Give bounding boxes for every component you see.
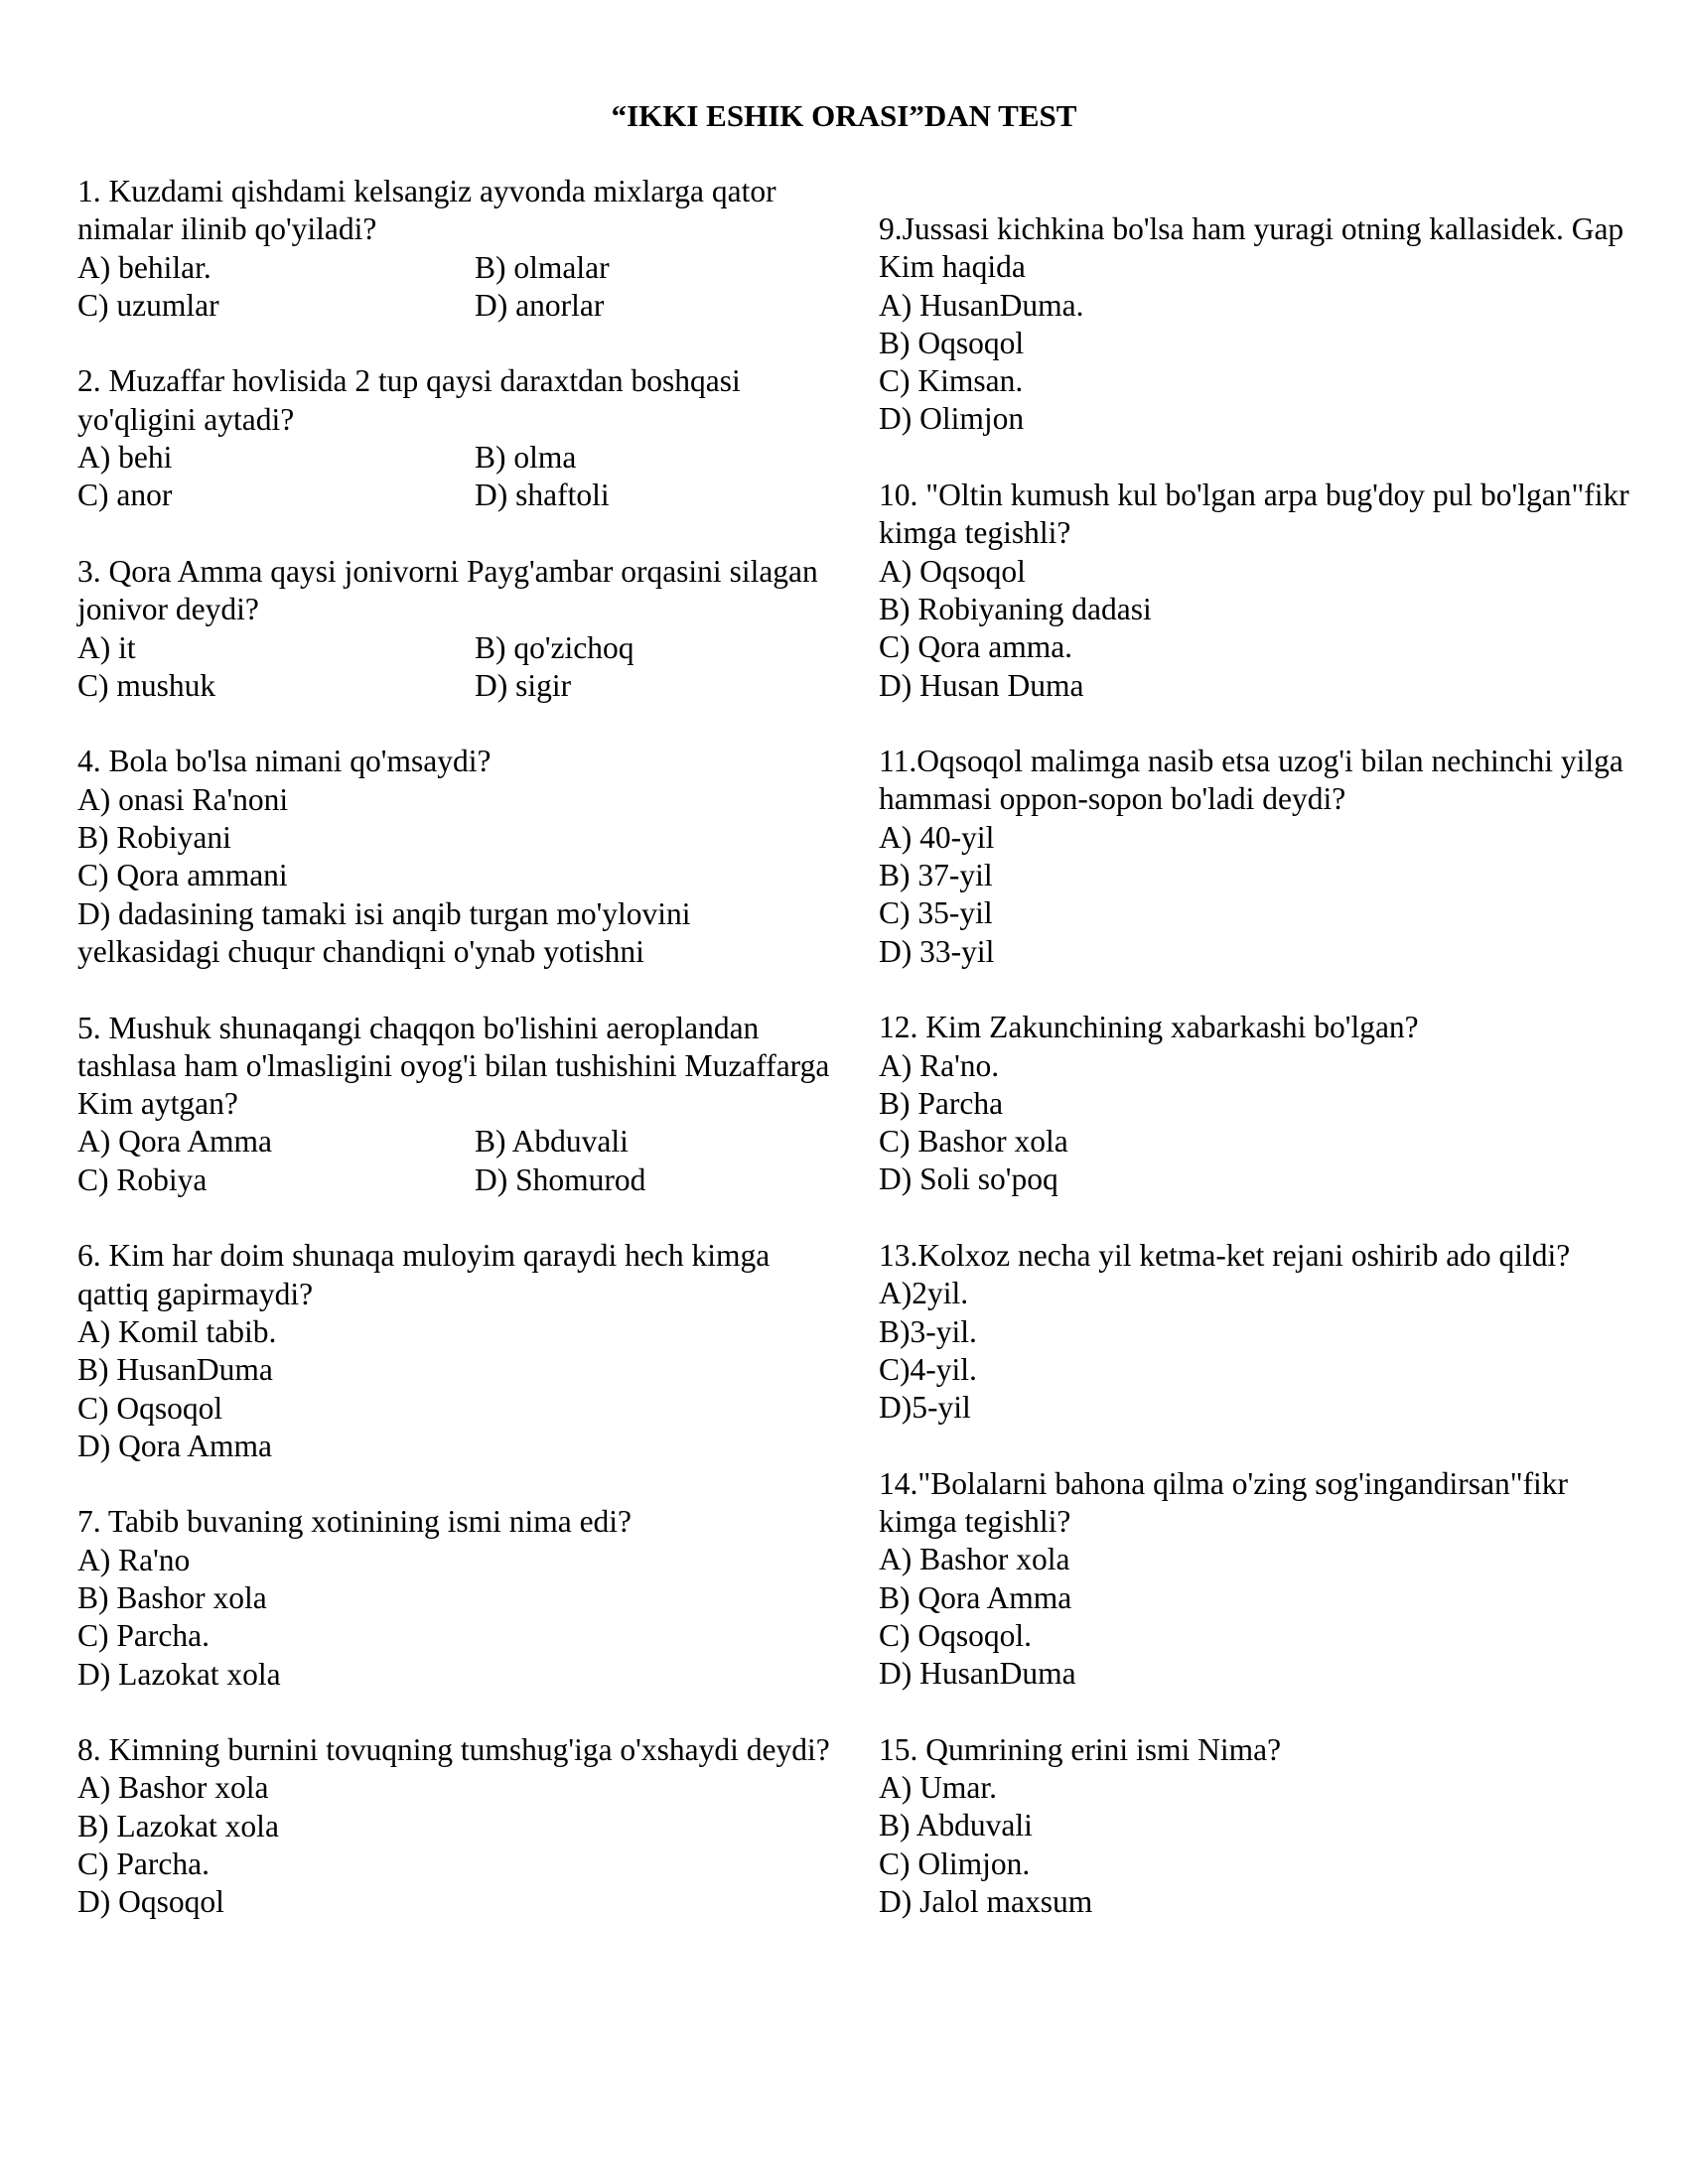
question-text: 7. Tabib buvaning xotinining ismi nima edi? xyxy=(77,1504,633,1540)
question-text: 3. Qora Amma qaysi jonivorni Payg'ambar orqasini silagan jonivor deydi? xyxy=(77,553,818,627)
answer-option: B) Abduvali xyxy=(475,1124,629,1160)
answer-option: B) 37-yil xyxy=(879,858,993,893)
question-text: 10. "Oltin kumush kul bo'lgan arpa bug'doy pul bo'lgan"fikr kimga tegishli? xyxy=(879,478,1629,551)
answer-option: C) Parcha. xyxy=(77,1846,210,1882)
question-block xyxy=(879,1465,1633,1694)
question-block xyxy=(77,1237,832,1465)
question-block xyxy=(77,1731,832,1921)
question-text: 13.Kolxoz necha yil ketma-ket rejani oshirib ado qildi? xyxy=(879,1238,1571,1274)
answer-option: D) Lazokat xola xyxy=(77,1656,281,1692)
answer-option: C) Robiya xyxy=(77,1161,208,1197)
answer-option: A) behilar. xyxy=(77,249,211,285)
question-block xyxy=(77,743,832,971)
question-block xyxy=(879,1237,1633,1427)
answer-option: D) dadasining tamaki isi anqib turgan mo'ylovini yelkasidagi chuqur chandiqni o'ynab yotishni xyxy=(77,895,691,969)
question-text: 12. Kim Zakunchining xabarkashi bo'lgan? xyxy=(879,1010,1419,1045)
answer-option: D) sigir xyxy=(475,667,572,703)
answer-option: D) HusanDuma xyxy=(879,1656,1076,1692)
answer-option: D) Olimjon xyxy=(879,401,1025,437)
answer-option: C) Qora amma. xyxy=(879,629,1073,665)
answer-option: B) Lazokat xola xyxy=(77,1808,279,1843)
answer-option: A) onasi Ra'noni xyxy=(77,781,289,817)
answer-option: A) Ra'no xyxy=(77,1542,191,1577)
right-column xyxy=(879,173,1633,1960)
answer-option: A) Ra'no. xyxy=(879,1047,1000,1083)
question-text: 9.Jussasi kichkina bo'lsa ham yuragi otning kallasidek. Gap Kim haqida xyxy=(879,211,1624,285)
answer-option: A) behi xyxy=(77,440,173,476)
answer-options xyxy=(77,1769,832,1921)
answer-option: B) Parcha xyxy=(879,1085,1004,1121)
question-block xyxy=(77,553,832,705)
answer-options xyxy=(77,781,832,971)
answer-option: A) 40-yil xyxy=(879,819,995,855)
answer-option: A) Bashor xola xyxy=(77,1770,269,1806)
question-block xyxy=(879,1009,1633,1198)
question-text: 5. Mushuk shunaqangi chaqqon bo'lishini aeroplandan tashlasa ham o'lmasligini oyog'i bilan tushishini Muzaffarga Kim aytgan? xyxy=(77,1010,830,1122)
question-text: 14."Bolalarni bahona qilma o'zing sog'ingandirsan"fikr kimga tegishli? xyxy=(879,1465,1569,1540)
question-block xyxy=(77,362,832,514)
answer-option: A) Umar. xyxy=(879,1770,997,1806)
answer-option: C) Oqsoqol. xyxy=(879,1617,1033,1653)
answer-options xyxy=(879,287,1633,439)
answer-options xyxy=(77,439,832,515)
answer-option: A) HusanDuma. xyxy=(879,287,1084,323)
question-text: 4. Bola bo'lsa nimani qo'msaydi? xyxy=(77,744,492,779)
question-block xyxy=(77,173,832,325)
answer-option: D) 33-yil xyxy=(879,933,995,969)
answer-options xyxy=(879,1541,1633,1693)
answer-options xyxy=(879,553,1633,705)
answer-options xyxy=(879,1047,1633,1199)
answer-option: D) Shomurod xyxy=(475,1161,646,1197)
question-block xyxy=(879,210,1633,439)
answer-option: B) Qora Amma xyxy=(879,1579,1072,1615)
answer-option: D) Oqsoqol xyxy=(77,1884,224,1920)
answer-option: B) Robiyaning dadasi xyxy=(879,591,1152,626)
answer-options xyxy=(77,1542,832,1694)
answer-option: A) Bashor xola xyxy=(879,1542,1070,1577)
question-text: 1. Kuzdami qishdami kelsangiz ayvonda mixlarga qator nimalar ilinib qo'yiladi? xyxy=(77,174,776,247)
answer-options xyxy=(77,1313,832,1465)
question-text: 15. Qumrining erini ismi Nima? xyxy=(879,1731,1282,1767)
answer-option: D) Husan Duma xyxy=(879,667,1084,703)
answer-option: C) Parcha. xyxy=(77,1618,210,1654)
answer-options xyxy=(879,1275,1633,1427)
question-block xyxy=(879,743,1633,971)
answer-options xyxy=(879,819,1633,971)
answer-option: C) Olimjon. xyxy=(879,1845,1031,1881)
answer-option: C) Qora ammani xyxy=(77,858,288,893)
answer-option: B) Bashor xola xyxy=(77,1579,267,1615)
answer-option: D) Qora Amma xyxy=(77,1428,272,1463)
answer-option: A)2yil. xyxy=(879,1276,969,1311)
answer-option: C) mushuk xyxy=(77,667,216,703)
answer-option: B) olmalar xyxy=(475,249,610,285)
answer-option: B) Robiyani xyxy=(77,820,231,856)
question-block xyxy=(77,1503,832,1693)
answer-option: C) uzumlar xyxy=(77,287,219,323)
question-text: 11.Oqsoqol malimga nasib etsa uzog'i bilan nechinchi yilga hammasi oppon-sopon bo'ladi deydi? xyxy=(879,744,1623,817)
answer-option: B)3-yil. xyxy=(879,1313,977,1349)
answer-option: C) Bashor xola xyxy=(879,1124,1068,1160)
answer-option: D) Jalol maxsum xyxy=(879,1884,1093,1920)
answer-option: D)5-yil xyxy=(879,1390,971,1426)
answer-options xyxy=(879,1769,1633,1921)
question-text: 8. Kimning burnini tovuqning tumshug'iga o'xshaydi deydi? xyxy=(77,1732,830,1768)
answer-option: A) Qora Amma xyxy=(77,1124,272,1160)
question-text: 6. Kim har doim shunaqa muloyim qaraydi hech kimga qattiq gapirmaydi? xyxy=(77,1238,771,1311)
answer-option: C) Kimsan. xyxy=(879,363,1024,399)
answer-option: C) Oqsoqol xyxy=(77,1390,223,1426)
answer-option: B) HusanDuma xyxy=(77,1352,273,1388)
answer-option: C) anor xyxy=(77,478,173,513)
answer-options xyxy=(77,1123,832,1199)
answer-option: D) Soli so'poq xyxy=(879,1161,1058,1197)
document-title: “IKKI ESHIK ORASI”DAN TEST xyxy=(611,98,1077,133)
answer-option: C) 35-yil xyxy=(879,895,993,931)
question-block xyxy=(879,477,1633,705)
question-block xyxy=(879,1731,1633,1921)
answer-options xyxy=(77,249,832,326)
answer-option: B) olma xyxy=(475,440,577,476)
question-text: 2. Muzaffar hovlisida 2 tup qaysi daraxtdan boshqasi yo'qligini aytadi? xyxy=(77,363,741,437)
answer-option: D) anorlar xyxy=(475,287,605,323)
answer-option: A) Oqsoqol xyxy=(879,553,1026,589)
left-column xyxy=(77,173,832,1960)
answer-option: C)4-yil. xyxy=(879,1351,977,1387)
answer-option: B) qo'zichoq xyxy=(475,629,634,665)
answer-option: B) Abduvali xyxy=(879,1808,1033,1843)
answer-option: D) shaftoli xyxy=(475,478,610,513)
question-block xyxy=(77,1010,832,1199)
answer-options xyxy=(77,629,832,706)
answer-option: A) it xyxy=(77,629,136,665)
answer-option: A) Komil tabib. xyxy=(77,1313,277,1349)
answer-option: B) Oqsoqol xyxy=(879,325,1025,360)
